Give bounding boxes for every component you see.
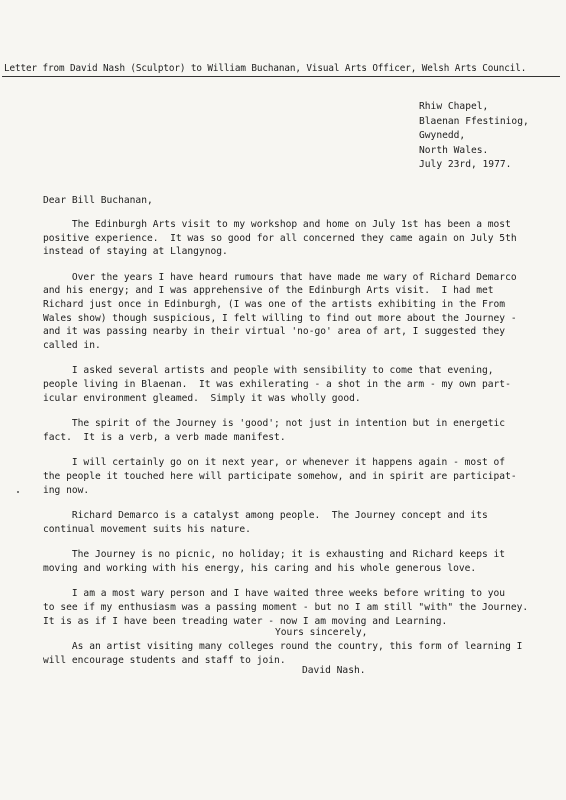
body-paragraph: Over the years I have heard rumours that have made me wary of Richard Demarco and his energy; and I was apprehensive of the Edinburgh Arts visit. I had met Richard just once in Edinburgh, (I was one of the artists exhibiting in the From Wales show) though suspicious, I felt willing to find out more about the Journey - and it was passing nearby in their virtual 'no-go' area of art, I suggested they called in. <box>43 271 517 351</box>
address-line: Rhiw Chapel, <box>419 101 489 112</box>
letter-body <box>43 218 543 679</box>
signature: David Nash. <box>302 665 366 676</box>
closing: Yours sincerely, <box>275 627 368 638</box>
body-paragraph: The spirit of the Journey is 'good'; not just in intention but in energetic fact. It is a verb, a verb made manifest. <box>43 418 506 443</box>
address-line: Gwynedd, <box>419 130 466 141</box>
paper-speck <box>17 491 19 493</box>
body-paragraph: I will certainly go on it next year, or whenever it happens again - most of the people it touched here will participate somehow, and in spirit are participat- ing now. <box>43 457 517 496</box>
heading-underline <box>2 76 560 77</box>
address-line: North Wales. <box>419 144 489 156</box>
body-paragraph: I am a most wary person and I have waited three weeks before writing to you to see if my enthusiasm was a passing moment - but no I am still "with" the Journey. It is as if I have been treading water - now I am moving and Learning. <box>43 588 529 627</box>
letter-date: July 23rd, 1977. <box>419 159 512 170</box>
salutation: Dear Bill Buchanan, <box>43 195 153 206</box>
body-paragraph: I asked several artists and people with sensibility to come that evening, people living in Blaenan. It was exhilerating - a shot in the arm - my own part- icular environment gleamed. Simply it was wholly good. <box>43 365 511 404</box>
sender-address <box>419 100 529 158</box>
body-paragraph: As an artist visiting many colleges round the country, this form of learning I will encourage students and staff to join. <box>43 641 523 666</box>
body-paragraph: The Edinburgh Arts visit to my workshop and home on July 1st has been a most positive experience. It was so good for all concerned they came again on July 5th instead of staying at Llangynog. <box>43 219 517 258</box>
body-paragraph: Richard Demarco is a catalyst among people. The Journey concept and its continual movement suits his nature. <box>43 510 488 535</box>
letter-heading: Letter from David Nash (Sculptor) to William Buchanan, Visual Arts Officer, Welsh Arts Council. <box>4 63 527 74</box>
address-line: Blaenan Ffestiniog, <box>419 115 529 127</box>
body-paragraph: The Journey is no picnic, no holiday; it is exhausting and Richard keeps it moving and working with his energy, his caring and his whole generous love. <box>43 549 506 574</box>
